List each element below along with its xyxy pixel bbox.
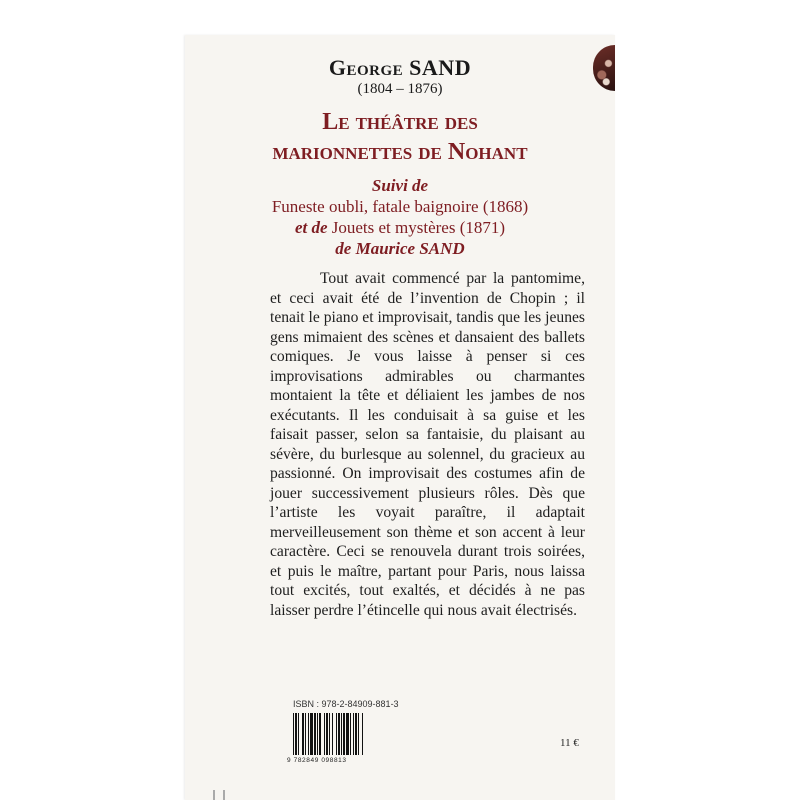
subtitle-work-2-line: [185, 217, 615, 238]
barcode-digits: 9 782849 098813: [287, 757, 347, 764]
book-title: [185, 107, 615, 167]
author-block: [185, 55, 615, 98]
author-name: George SAND: [328, 55, 472, 80]
back-cover: [185, 35, 615, 800]
isbn-label: ISBN : 978-2-84909-881-3: [293, 699, 399, 709]
title-line-2: marionnettes de Nohant: [272, 139, 528, 165]
excerpt-paragraph: Tout avait commencé par la pantomime, et ceci avait été de l’invention de Chopin ; il tenait le piano et improvisait, tandis que les jeunes gens mimaient des scènes et dansaient des ballets comiques. Je vous laisse à penser si ces improvisations admirables ou charmantes montaient la tête et déliaient les jambes de nos exécutants. Il les conduisait à sa guise et les faisait passer, selon sa fantaisie, du plaisant au sévère, du burlesque au solennel, du gracieux au passionné. On improvisait des costumes afin de jouer successivement plusieurs rôles. Dès que l’artiste les voyait paraître, il adaptait merveilleusement son thème et son accent à leur caractère. Ceci se renouvela durant trois soirées, et puis le maître, partant pour Paris, nous laissa tout excités, tout exaltés, et décidés à ne pas laisser perdre l’étincelle qui nous avait électrisés.: [270, 270, 585, 619]
barcode-bar: [363, 713, 365, 755]
price: 11 €: [560, 737, 579, 749]
subtitle-block: [185, 175, 615, 259]
excerpt-text: [270, 269, 585, 620]
barcode: [293, 713, 387, 763]
subtitle-work-1: Funeste oubli, fatale baignoire (1868): [271, 197, 529, 216]
subtitle-suivi: Suivi de: [371, 176, 429, 195]
author-dates: (1804 – 1876): [357, 81, 443, 97]
subtitle-et-de: et de: [294, 218, 328, 237]
subtitle-by: de Maurice SAND: [335, 239, 465, 258]
spine-mark: [213, 790, 225, 800]
title-line-1: Le théâtre des: [322, 109, 478, 135]
subtitle-work-2: Jouets et mystères (1871): [327, 218, 506, 237]
